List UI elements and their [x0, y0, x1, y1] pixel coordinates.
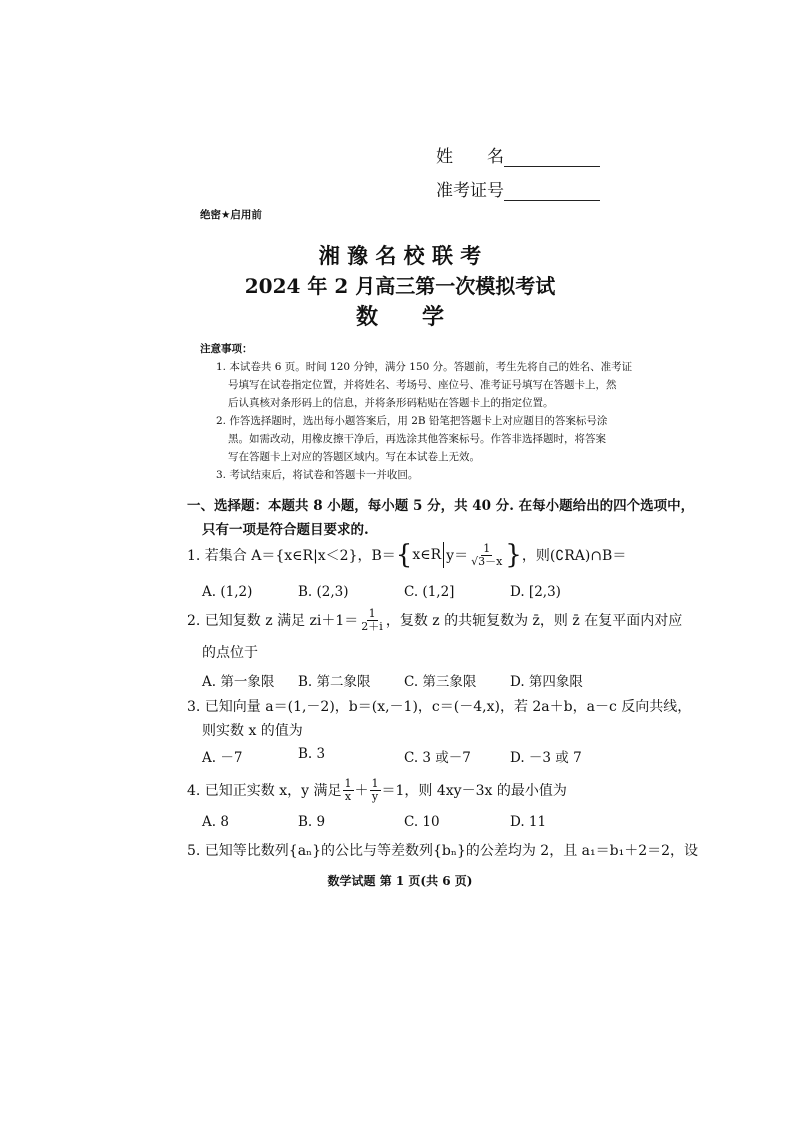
frac-numerator: 1 — [483, 541, 491, 555]
q4-plus: ＋ — [354, 783, 369, 799]
exam-title: 2024 年 2 月高三第一次模拟考试 — [244, 274, 556, 298]
note-line: 后认真核对条形码上的信息，并将条形码粘贴在答题卡上的指定位置。 — [228, 397, 554, 409]
q2-stem-pre: 2. 已知复数 z 满足 zi＋1＝ — [187, 613, 359, 629]
question-5: 5. 已知等比数列{aₙ}的公比与等差数列{bₙ}的公差均为 2，且 a₁＝b₁＋2＝2，设 — [187, 843, 699, 859]
q2-stem-cont: 的点位于 — [202, 645, 258, 661]
q2-option-a: A. 第一象限 — [202, 674, 275, 690]
note-line: 1. 本试卷共 6 页。时间 120 分钟，满分 150 分。答题前，考生先将自己的姓名、准考证 — [216, 361, 633, 373]
q4-stem-pre: 4. 已知正实数 x，y 满足 — [187, 783, 342, 799]
set-bar — [443, 542, 444, 568]
frac-denominator: 2＋i — [361, 619, 383, 633]
name-field — [436, 142, 600, 167]
frac-numerator: 1 — [344, 776, 352, 790]
q2-stem-post: ，复数 z 的共轭复数为 z̄，则 z̄ 在复平面内对应 — [385, 613, 683, 629]
note-line: 3. 考试结束后，将试卷和答题卡一并收回。 — [216, 469, 419, 481]
q1-y-eq: y＝ — [446, 548, 469, 564]
q1-option-d: D. [2,3) — [510, 584, 561, 600]
q1-stem-pre: 1. 若集合 A＝{x∈R|x＜2}，B＝ — [187, 548, 396, 564]
notes-heading: 注意事项： — [200, 343, 253, 355]
section-heading-cont: 只有一项是符合题目要求的. — [202, 522, 369, 538]
q3-option-b: B. 3 — [298, 746, 326, 762]
brace-close: } — [505, 540, 522, 570]
q4-option-d: D. 11 — [510, 814, 547, 830]
q1-fraction — [469, 543, 504, 567]
q3-option-c: C. 3 或－7 — [404, 750, 471, 766]
question-1 — [187, 538, 626, 572]
brace-open: { — [395, 540, 413, 570]
question-2 — [187, 604, 682, 636]
subject-title: 数 学 — [355, 304, 444, 330]
name-blank — [504, 150, 600, 167]
q4-fraction-2 — [370, 778, 381, 802]
q4-option-b: B. 9 — [298, 814, 326, 830]
note-line: 2. 作答选择题时，选出每小题答案后，用 2B 铅笔把答题卡上对应题目的答案标号涂 — [216, 415, 608, 427]
exam-id-blank — [504, 184, 600, 201]
q3-option-d: D. －3 或 7 — [510, 750, 582, 766]
q1-option-b: B. (2,3) — [298, 584, 349, 600]
note-line: 号填写在试卷指定位置，并将姓名、考场号、座位号、准考证号填写在答题卡上，然 — [228, 379, 617, 391]
q4-stem-post: ＝1，则 4xy－3x 的最小值为 — [381, 783, 567, 799]
q1-set-var: x∈R — [412, 547, 442, 563]
q1-option-a: A. (1,2) — [202, 584, 253, 600]
exam-id-field — [436, 176, 600, 201]
frac-numerator: 1 — [371, 776, 379, 790]
question-3: 3. 已知向量 a＝(1,－2)，b＝(x,－1)，c＝(－4,x)，若 2a＋b，a－c 反向共线， — [187, 699, 692, 715]
q2-option-c: C. 第三象限 — [404, 674, 477, 690]
question-4 — [187, 774, 567, 806]
q3-stem-cont: 则实数 x 的值为 — [202, 723, 303, 739]
q2-option-d: D. 第四象限 — [510, 674, 583, 690]
exam-union-title: 湘 豫 名 校 联 考 — [318, 243, 482, 268]
frac-denominator: x — [344, 789, 352, 803]
section-heading: 一、选择题：本题共 8 小题，每小题 5 分，共 40 分. 在每小题给出的四个选项中， — [187, 498, 695, 514]
exam-id-label: 准考证号 — [436, 181, 504, 201]
frac-numerator: 1 — [368, 606, 376, 620]
q1-stem-post: ，则(∁RA)∩B＝ — [521, 548, 627, 564]
q4-fraction-1 — [343, 778, 354, 802]
q1-option-c: C. (1,2] — [404, 584, 455, 600]
frac-denominator: y — [371, 789, 379, 803]
q3-option-a: A. －7 — [202, 750, 243, 766]
confidential-mark: 绝密★启用前 — [200, 209, 262, 221]
q2-fraction — [359, 608, 385, 632]
note-line: 黑。如需改动，用橡皮擦干净后，再选涂其他答案标号。作答非选择题时，将答案 — [228, 433, 606, 445]
frac-denominator: √3－x — [471, 554, 503, 568]
note-line: 写在答题卡上对应的答题区域内。写在本试卷上无效。 — [228, 451, 480, 463]
q4-option-a: A. 8 — [202, 814, 229, 830]
name-label: 姓 名 — [436, 147, 504, 167]
page-footer: 数学试题 第 1 页(共 6 页) — [327, 874, 473, 888]
q4-option-c: C. 10 — [404, 814, 440, 830]
q2-option-b: B. 第二象限 — [298, 674, 371, 690]
